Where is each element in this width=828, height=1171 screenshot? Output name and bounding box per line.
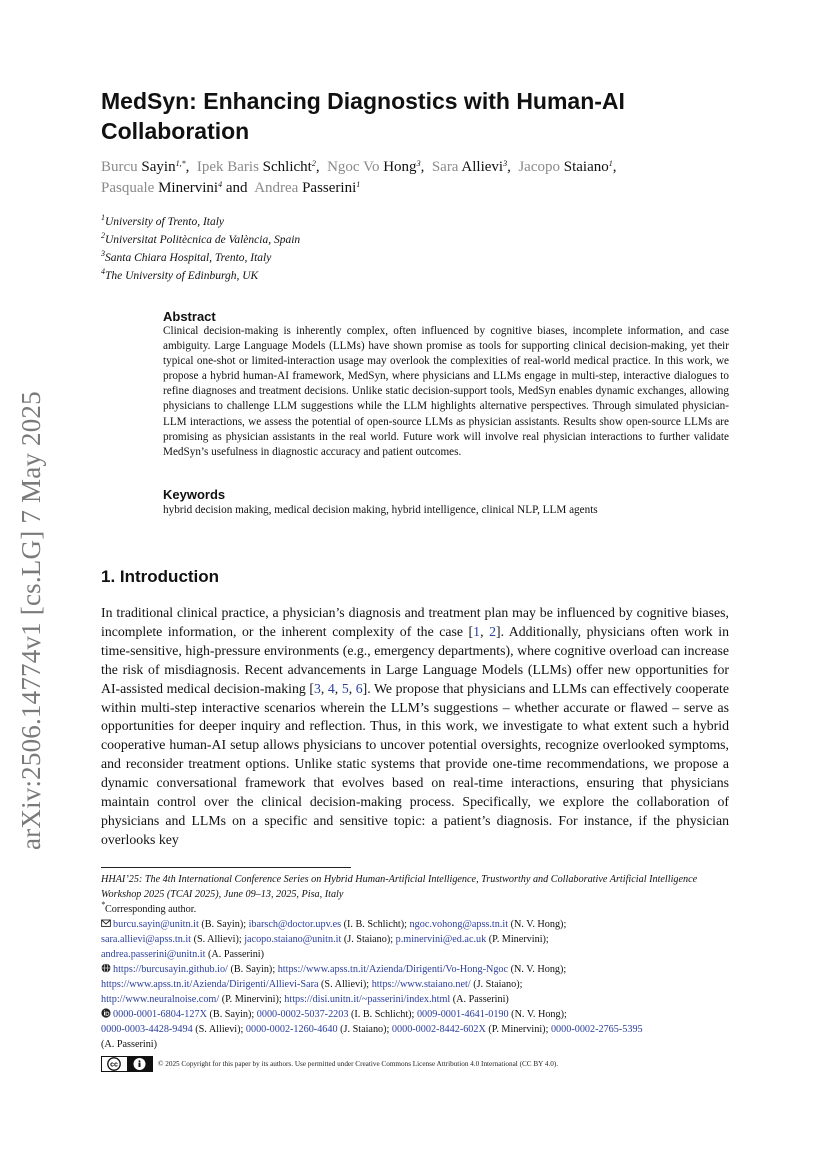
- footnote-rule: [101, 867, 351, 868]
- orcid-link[interactable]: 0000-0002-5037-2203: [256, 1009, 349, 1020]
- email-link[interactable]: sara.allievi@apss.tn.it: [101, 934, 192, 945]
- keywords-heading: Keywords: [163, 487, 226, 502]
- orcid-link[interactable]: 0000-0002-2765-5395: [550, 1024, 643, 1035]
- copyright-notice: © 2025 Copyright for this paper by its authors. Use permitted under Creative Commons License Attribution 4.0 International (CC BY 4.0).: [158, 1060, 559, 1068]
- keywords-text: hybrid decision making, medical decision making, hybrid intelligence, clinical NLP, LLM agents: [163, 504, 598, 516]
- email-link[interactable]: p.minervini@ed.ac.uk: [395, 934, 487, 945]
- envelope-icon: [101, 918, 111, 928]
- affiliations: [101, 213, 741, 285]
- conference-footnote: HHAI’25: The 4th International Conference Series on Hybrid Human-Artificial Intelligence, Trustworthy and Collaborative Artificial Intelligence Workshop 2025 (TCAI 2025), June 09–13, 2025, Pisa, Italy: [101, 874, 698, 900]
- author: Burcu Sayin$^{1,*}$,: [101, 159, 190, 175]
- author: Jacopo Staiano$^1$,: [518, 159, 617, 175]
- citation-link[interactable]: 4: [327, 680, 335, 696]
- section-heading-introduction: 1. Introduction: [101, 567, 220, 586]
- footnotes: [101, 872, 731, 1052]
- introduction-paragraph: In traditional clinical practice, a physician’s diagnosis and treatment plan may be influenced by cognitive biases, incomplete information, or the inherent complexity of the case [1, 2]. Additionally, physicians often work in time-sensitive, high-pressure environments (e.g., emergency departments), where cognitive overload can increase the risk of misdiagnosis. Recent advancements in Large Language Models (LLMs) offer new opportunities for AI-assisted medical decision-making [3, 4, 5, 6]. We propose that physicians and LLMs can effectively cooperate within multi-step interactive scenarios wherein the LLM’s suggestions – whether accurate or flawed – serve as opportunities for deeper inquiry and reflection. Thus, in this work, we investigate to what extent such a hybrid cooperative human-AI setup allows physicians to uncover potential oversights, recognize overlooked symptoms, and reconsider treatment options. Unlike static systems that provide one-time recommendations, we propose a dynamic conversational framework that evolves based on real-time interactions, ensuring that physicians maintain control over the clinical decision-making process. Specifically, we explore the collaboration of physicians and LLMs on a specific and sensitive topic: a patient’s diagnosis. For instance, if the physician overlooks key: [101, 605, 730, 847]
- orcid-link[interactable]: 0000-0002-1260-4640: [245, 1024, 338, 1035]
- cc-by-license-logo: [101, 1056, 153, 1072]
- orcid-link[interactable]: 0000-0002-8442-602X: [391, 1024, 486, 1035]
- website-link[interactable]: https://www.apss.tn.it/Azienda/Dirigenti/Allievi-Sara: [101, 979, 319, 990]
- affiliation: $^4$The University of Edinburgh, UK: [101, 267, 259, 282]
- affiliation: $^3$Santa Chiara Hospital, Trento, Italy: [101, 249, 272, 264]
- author: Ipek Baris Schlicht$^2$,: [196, 159, 320, 175]
- orcid-footnote: 0000-0001-6804-127X (B. Sayin); 0000-0002-5037-2203 (I. B. Schlicht); 0009-0001-4641-0190 (N. V. Hong); 0000-0003-4428-9494 (S. Allievi); 0000-0002-1260-4640 (J. Staiano); 0000-0002-8442-602X (P. Minervini); 0000-0002-2765-5395 (A. Passerini): [101, 1009, 643, 1050]
- email-footnote: burcu.sayin@unitn.it (B. Sayin); ibarsch@doctor.upv.es (I. B. Schlicht); ngoc.vohong@apss.tn.it (N. V. Hong); sara.allievi@apss.tn.it (S. Allievi); jacopo.staiano@unitn.it (J. Staiano); p.minervini@ed.ac.uk (P. Minervini); andrea.passerini@unitn.it (A. Passerini): [101, 919, 567, 960]
- citation-link[interactable]: 6: [355, 680, 363, 696]
- orcid-link[interactable]: 0000-0003-4428-9494: [101, 1024, 193, 1035]
- affiliation: $^1$University of Trento, Italy: [101, 213, 225, 228]
- arxiv-sidebar: [4, 360, 64, 850]
- orcid-link[interactable]: 0000-0001-6804-127X: [113, 1009, 207, 1020]
- author: Sara Allievi$^3$,: [431, 159, 511, 175]
- author: Ngoc Vo Hong$^3$,: [327, 159, 425, 175]
- email-link[interactable]: burcu.sayin@unitn.it: [113, 919, 199, 930]
- website-link[interactable]: https://www.apss.tn.it/Azienda/Dirigenti/Vo-Hong-Ngoc: [277, 964, 509, 975]
- citation-link[interactable]: 2: [489, 623, 496, 639]
- author: Pasquale Minervini$^4$ and: [101, 180, 248, 196]
- email-link[interactable]: andrea.passerini@unitn.it: [101, 949, 206, 960]
- website-link[interactable]: https://burcusayin.github.io/: [113, 964, 228, 975]
- orcid-icon: [101, 1008, 111, 1018]
- citation-link[interactable]: 1: [473, 623, 481, 639]
- author-list: [101, 157, 741, 199]
- paper-title: MedSyn: Enhancing Diagnostics with Human-AI Collaboration: [101, 88, 625, 144]
- affiliation: $^2$Universitat Politècnica de València, Spain: [101, 231, 301, 246]
- author: Andrea Passerini$^1$: [254, 180, 361, 196]
- globe-icon: [101, 963, 111, 973]
- corresponding-footnote: *Corresponding author.: [101, 900, 197, 915]
- citation-link[interactable]: 5: [341, 680, 349, 696]
- orcid-link[interactable]: 0009-0001-4641-0190: [416, 1009, 509, 1020]
- citation-link[interactable]: 3: [313, 680, 321, 696]
- email-link[interactable]: ngoc.vohong@apss.tn.it: [409, 919, 509, 930]
- abstract-heading: Abstract: [163, 309, 216, 324]
- abstract-text: Clinical decision-making is inherently complex, often influenced by cognitive biases, incomplete information, and case ambiguity. Large Language Models (LLMs) have shown promise as tools for supporting clinical decision-making, yet their typical one-shot or limited-interaction usage may overlook the complexities of real-world medical practice. In this work, we propose a hybrid human-AI framework, MedSyn, where physicians and LLMs engage in multi-step, interactive dialogues to refine diagnoses and treatment decisions. Unlike static decision-support tools, MedSyn enables dynamic exchanges, allowing physicians to challenge LLM suggestions while the LLM highlights alternative perspectives. Through simulated physician-LLM interactions, we assess the potential of open-source LLMs as physician assistants. Results show open-source LLMs are promising as physician assistants in the real world. Future work will involve real physician interactions to further validate MedSyn’s usefulness in diagnostic accuracy and patient outcomes.: [163, 325, 729, 458]
- website-link[interactable]: https://disi.unitn.it/~passerini/index.html: [284, 994, 451, 1005]
- email-link[interactable]: jacopo.staiano@unitn.it: [244, 934, 342, 945]
- arxiv-id: arXiv:2506.14774v1 [cs.LG] 7 May 2025: [16, 391, 46, 850]
- website-link[interactable]: https://www.staiano.net/: [371, 979, 471, 990]
- website-footnote: https://burcusayin.github.io/ (B. Sayin); https://www.apss.tn.it/Azienda/Dirigenti/Vo-Hong-Ngoc (N. V. Hong); https://www.apss.tn.it/Azienda/Dirigenti/Allievi-Sara (S. Allievi); https://www.staiano.net/ (J. Staiano); http://www.neuralnoise.com/ (P. Minervini); https://disi.unitn.it/~passerini/index.html (A. Passerini): [101, 964, 567, 1005]
- website-link[interactable]: http://www.neuralnoise.com/: [101, 994, 220, 1005]
- svg-text:cc: cc: [110, 1061, 118, 1069]
- email-link[interactable]: ibarsch@doctor.upv.es: [248, 919, 342, 930]
